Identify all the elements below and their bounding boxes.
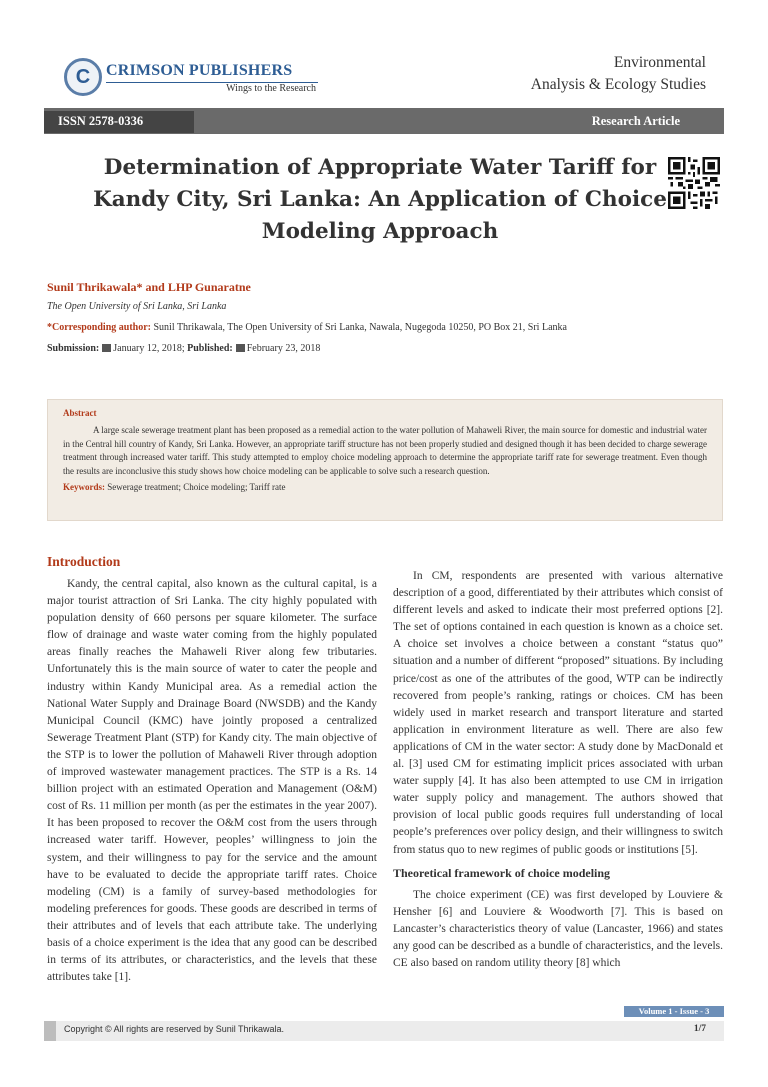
paragraph: The choice experiment (CE) was first developed by Louviere & Hensher [6] and Louviere & Woodworth [7]. This is based on Lancaster’s characteristics theory of value (Lancaster, 1966) and states any good can be described as a bundle of characteristics, and the levels. CE also based on random utility theory [8] which	[393, 888, 723, 970]
publisher-tagline: Wings to the Research	[226, 83, 316, 94]
author-list: Sunil Thrikawala* and LHP Gunaratne	[47, 280, 251, 294]
logo-badge-icon: C	[64, 58, 102, 96]
left-column	[47, 576, 377, 986]
right-column	[393, 568, 723, 972]
abstract-text: A large scale sewerage treatment plant has been proposed as a remedial action to the water pollution of Mahaweli River, the main source for domestic and industrial water in the Central hill country of Kandy, Sri Lanka. However, an appropriate tariff structure has not been properly studied and designed though it has been decided to charge sewerage treatment through increased water tariff. This study attempted to employ choice modeling approach to determine the appropriate tariff rate for sewerage treatment. Even though the results are inconclusive this study shows how choice modeling can be applicable to solve such a research question.	[63, 425, 707, 476]
subsection-heading: Theoretical framework of choice modeling	[393, 865, 611, 880]
paragraph: In CM, respondents are presented with various alternative description of a good, differentiated by their attributes which consist of different levels and asked to indicate their most preferred options [2]. The set of options contained in each question is known as a choice set. A choice set involves a choice between a constant “status quo” situation and a number of different “proposed” situations. By including price/cost as one of the attributes of the good, WTP can be indirectly recovered from people’s ranking, ratings or choices. CM has been widely used in market research and transport literature and started application in environment literature as well. There are also few applications of CM in the water sector: A study done by MacDonald et al. [3] used CM for estimating implicit prices associated with urban water supply [4]. It has also been attempted to use CM in irrigation water supply policy and management. The authors showed that provision of local public goods requires full understanding of local people’s preferences over policy design, and their willingness to switch from status quo to new regimes of public goods or institutions [5].	[393, 570, 723, 856]
article-type-label: Research Article	[591, 114, 680, 128]
footer-accent	[44, 1021, 56, 1041]
qr-code-icon[interactable]	[668, 157, 720, 209]
keywords: Keywords: Sewerage treatment; Choice modeling; Tariff rate	[63, 482, 286, 492]
section-heading-introduction: Introduction	[47, 554, 121, 569]
corresponding-author: *Corresponding author: Sunil Thrikawala, The Open University of Sri Lanka, Nawala, Nugegoda 10250, PO Box 21, Sri Lanka	[47, 322, 567, 333]
abstract-box	[47, 399, 723, 521]
copyright-notice: Copyright © All rights are reserved by Sunil Thrikawala.	[64, 1024, 285, 1034]
issn-label: ISSN 2578-0336	[58, 114, 144, 128]
publisher-name: CRIMSON PUBLISHERS	[106, 62, 293, 79]
publisher-logo	[64, 58, 322, 104]
page-number: 1/7	[693, 1024, 706, 1034]
volume-issue-badge: Volume 1 - Issue - 3	[624, 1006, 724, 1017]
publication-dates: Submission: January 12, 2018; Published: February 23, 2018	[47, 343, 321, 354]
journal-name: Environmental Analysis & Ecology Studies	[530, 54, 706, 93]
abstract-heading: Abstract	[63, 408, 97, 418]
calendar-icon	[102, 344, 111, 352]
paper-title: Determination of Appropriate Water Tariff for Kandy City, Sri Lanka: An Application of Choice Modeling Approach	[93, 155, 667, 244]
paragraph: Kandy, the central capital, also known as the cultural capital, is a major tourist attraction of Sri Lanka. The city highly populated with population density of 660 persons per square kilometer. The surface flow of drainage and waste water coming from the highly populated areas finally reaches the Mahaweli River along few tributaries. Unfortunately this is the main source of water to cater the people and industry within Kandy Municipal area. As a remedial action the National Water Supply and Drainage Board (NWSDB) and the Kandy Municipal Council (KMC) have jointly proposed a centralized Sewerage Treatment Plant (STP) for Kandy city. The main objective of the STP is to lower the pollution of Mahaweli River through adoption of improved wastewater management practices. The STP is a Rs. 14 billion project with an estimated Operation and Management (O&M) cost of Rs. 11 million per month (as per the estimates in the year 2007). It has been proposed to recover the O&M cost from the users through increased water tariff. However, peoples’ willingness to join the system, and their willingness to pay for the service and the amount have to be evaluated to decide the appropriate tariff rates. Choice modeling (CM) is a family of survey-based methodologies for modeling preferences for goods. These goods are described in terms of their attributes and of levels that each attribute take. The underlying basis of a choice experiment is the idea that any good can be described in terms of its attributes, or characteristics, and the levels that these attributes take [1].	[47, 578, 377, 984]
calendar-icon	[236, 344, 245, 352]
affiliation: The Open University of Sri Lanka, Sri Lanka	[47, 301, 227, 312]
